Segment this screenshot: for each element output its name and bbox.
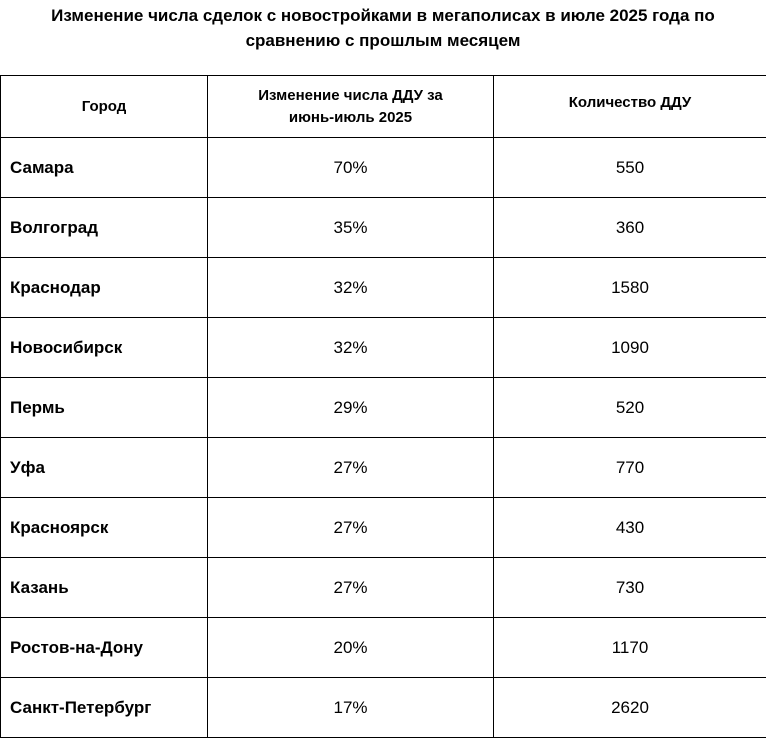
count-cell: 770	[494, 438, 766, 498]
change-cell: 27%	[208, 438, 494, 498]
title-line-1: Изменение числа сделок с новостройками в мегаполисах в июле 2025 года по	[0, 3, 766, 28]
page-title	[0, 3, 766, 53]
change-cell: 32%	[208, 318, 494, 378]
city-cell: Санкт-Петербург	[1, 678, 208, 738]
header-change-line-2: июнь-июль 2025	[208, 107, 493, 129]
change-cell: 17%	[208, 678, 494, 738]
header-city: Город	[1, 76, 208, 138]
city-cell: Новосибирск	[1, 318, 208, 378]
change-cell: 27%	[208, 558, 494, 618]
change-cell: 20%	[208, 618, 494, 678]
count-cell: 520	[494, 378, 766, 438]
city-cell: Волгоград	[1, 198, 208, 258]
city-cell: Ростов-на-Дону	[1, 618, 208, 678]
table-row	[1, 438, 766, 498]
change-cell: 32%	[208, 258, 494, 318]
count-cell: 2620	[494, 678, 766, 738]
header-row	[1, 76, 766, 138]
change-cell: 70%	[208, 138, 494, 198]
count-cell: 430	[494, 498, 766, 558]
table-row	[1, 198, 766, 258]
count-cell: 730	[494, 558, 766, 618]
city-cell: Казань	[1, 558, 208, 618]
data-table	[0, 75, 766, 738]
count-cell: 1580	[494, 258, 766, 318]
table-row	[1, 258, 766, 318]
change-cell: 27%	[208, 498, 494, 558]
change-cell: 35%	[208, 198, 494, 258]
city-cell: Пермь	[1, 378, 208, 438]
table-row	[1, 138, 766, 198]
count-cell: 360	[494, 198, 766, 258]
city-cell: Самара	[1, 138, 208, 198]
table-row	[1, 318, 766, 378]
city-cell: Краснодар	[1, 258, 208, 318]
table-row	[1, 618, 766, 678]
table-row	[1, 378, 766, 438]
change-cell: 29%	[208, 378, 494, 438]
header-change-line-1: Изменение числа ДДУ за	[208, 85, 493, 107]
count-cell: 550	[494, 138, 766, 198]
header-change	[208, 76, 494, 138]
city-cell: Уфа	[1, 438, 208, 498]
city-cell: Красноярск	[1, 498, 208, 558]
header-count: Количество ДДУ	[494, 76, 766, 138]
count-cell: 1170	[494, 618, 766, 678]
table-row	[1, 498, 766, 558]
title-line-2: сравнению с прошлым месяцем	[0, 28, 766, 53]
table-row	[1, 558, 766, 618]
table-row	[1, 678, 766, 738]
count-cell: 1090	[494, 318, 766, 378]
